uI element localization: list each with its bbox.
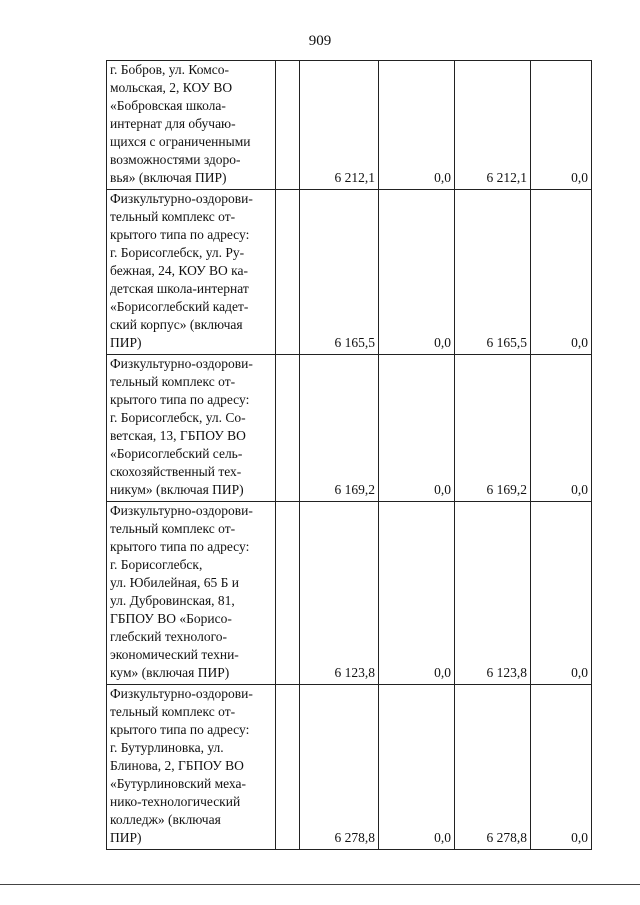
object-description: Физкультурно-оздорови- тельный комплекс от- крытого типа по адресу: г. Борисоглебск, ул. Ру- бежная, 24, КОУ ВО ка- детская школа-интернат «Борисоглебский кадет- ский корпус» (включая ПИР) [107, 190, 276, 355]
object-description: Физкультурно-оздорови- тельный комплекс от- крытого типа по адресу: г. Борисоглебск, ул. Юбилейная, 65 Б и ул. Дубровинская, 81, ГБПОУ ВО «Борисо- глебский технолого- экономический техни- кум» (включая ПИР) [107, 502, 276, 685]
value-local: 0,0 [531, 685, 592, 850]
table-row [107, 190, 592, 355]
value-local: 0,0 [531, 61, 592, 190]
empty-cell [276, 190, 300, 355]
value-total: 6 165,5 [300, 190, 379, 355]
table-row [107, 685, 592, 850]
value-regional: 6 123,8 [455, 502, 531, 685]
value-local: 0,0 [531, 355, 592, 502]
value-federal: 0,0 [379, 61, 455, 190]
value-total: 6 212,1 [300, 61, 379, 190]
empty-cell [276, 685, 300, 850]
value-federal: 0,0 [379, 190, 455, 355]
value-regional: 6 278,8 [455, 685, 531, 850]
value-federal: 0,0 [379, 685, 455, 850]
table-row [107, 355, 592, 502]
object-description: Физкультурно-оздорови- тельный комплекс от- крытого типа по адресу: г. Бутурлиновка, ул. Блинова, 2, ГБПОУ ВО «Бутурлиновский меха- нико-технологический колледж» (включая ПИР) [107, 685, 276, 850]
table-row [107, 61, 592, 190]
value-federal: 0,0 [379, 355, 455, 502]
page-number: 909 [308, 33, 332, 49]
bottom-rule [0, 884, 640, 885]
empty-cell [276, 355, 300, 502]
value-regional: 6 212,1 [455, 61, 531, 190]
object-description: Физкультурно-оздорови- тельный комплекс от- крытого типа по адресу: г. Борисоглебск, ул. Со- ветская, 13, ГБПОУ ВО «Борисоглебский сель- скохозяйственный тех- никум» (включая ПИР) [107, 355, 276, 502]
value-total: 6 169,2 [300, 355, 379, 502]
value-regional: 6 169,2 [455, 355, 531, 502]
value-total: 6 278,8 [300, 685, 379, 850]
value-regional: 6 165,5 [455, 190, 531, 355]
value-total: 6 123,8 [300, 502, 379, 685]
object-description: г. Бобров, ул. Комсо- мольская, 2, КОУ ВО «Бобровская школа- интернат для обучаю- щихся с ограниченными возможностями здоро- вья» (включая ПИР) [107, 61, 276, 190]
budget-table [106, 60, 592, 850]
value-local: 0,0 [531, 190, 592, 355]
table-row [107, 502, 592, 685]
empty-cell [276, 61, 300, 190]
value-federal: 0,0 [379, 502, 455, 685]
empty-cell [276, 502, 300, 685]
value-local: 0,0 [531, 502, 592, 685]
